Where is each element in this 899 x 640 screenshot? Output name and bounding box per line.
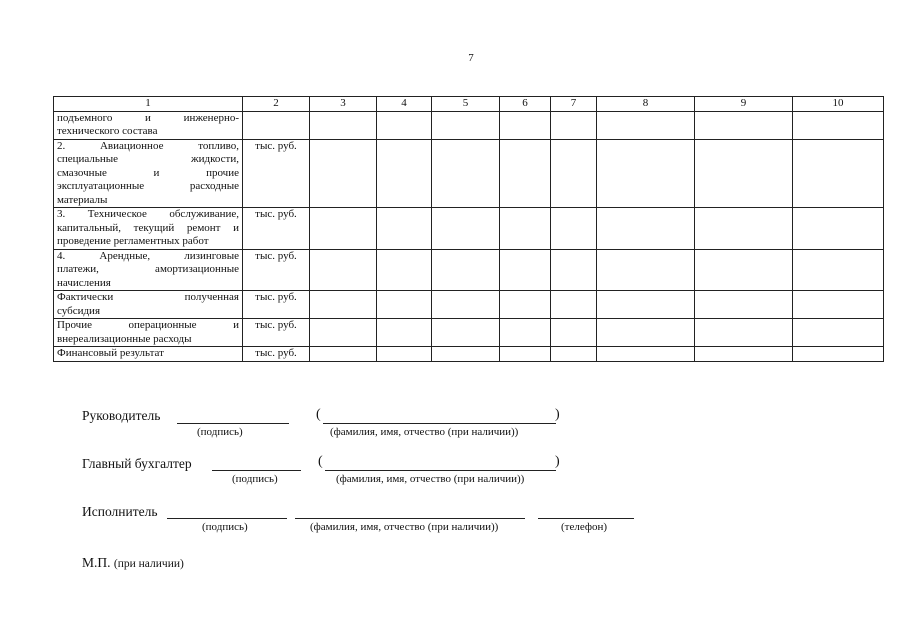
value-cell-col-10[interactable] xyxy=(793,111,884,139)
row-unit: тыс. руб. xyxy=(243,291,310,319)
value-cell-col-3[interactable] xyxy=(310,319,377,347)
row-description-line: материалы xyxy=(57,193,108,206)
value-cell-col-5[interactable] xyxy=(432,319,500,347)
value-cell-col-9[interactable] xyxy=(695,139,793,208)
value-cell-col-8[interactable] xyxy=(597,111,695,139)
value-cell-col-3[interactable] xyxy=(310,208,377,250)
chief-accountant-name-caption: (фамилия, имя, отчество (при наличии)) xyxy=(336,473,525,485)
head-open-paren: ( xyxy=(316,407,321,422)
value-cell-col-10[interactable] xyxy=(793,347,884,362)
row-unit xyxy=(243,111,310,139)
value-cell-col-8[interactable] xyxy=(597,347,695,362)
row-description xyxy=(54,319,243,347)
executor-name-line[interactable] xyxy=(295,518,525,519)
value-cell-col-4[interactable] xyxy=(377,249,432,291)
column-header-10: 10 xyxy=(793,97,884,112)
row-description-line: специальные жидкости, xyxy=(57,153,239,165)
value-cell-col-6[interactable] xyxy=(500,319,551,347)
column-header-3: 3 xyxy=(310,97,377,112)
table-row xyxy=(54,208,884,250)
row-description-line: 3. Техническое обслуживание, xyxy=(57,208,239,220)
table-row xyxy=(54,111,884,139)
column-header-7: 7 xyxy=(551,97,597,112)
chief-accountant-close-paren: ) xyxy=(555,454,560,469)
row-unit: тыс. руб. xyxy=(243,208,310,250)
value-cell-col-5[interactable] xyxy=(432,291,500,319)
row-description-line: технического состава xyxy=(57,125,158,137)
row-unit: тыс. руб. xyxy=(243,249,310,291)
column-header-9: 9 xyxy=(695,97,793,112)
stamp-note: (при наличии) xyxy=(113,558,184,570)
stamp-area xyxy=(82,555,184,571)
value-cell-col-10[interactable] xyxy=(793,291,884,319)
value-cell-col-9[interactable] xyxy=(695,208,793,250)
value-cell-col-6[interactable] xyxy=(500,139,551,208)
executor-signature-line[interactable] xyxy=(167,518,287,519)
table-row xyxy=(54,347,884,362)
head-signature-caption: (подпись) xyxy=(197,426,243,438)
value-cell-col-4[interactable] xyxy=(377,208,432,250)
row-description-line: Финансовый результат xyxy=(57,347,164,359)
chief-accountant-signature-line[interactable] xyxy=(212,470,301,471)
value-cell-col-9[interactable] xyxy=(695,319,793,347)
value-cell-col-3[interactable] xyxy=(310,249,377,291)
value-cell-col-8[interactable] xyxy=(597,291,695,319)
column-header-1: 1 xyxy=(54,97,243,112)
row-unit: тыс. руб. xyxy=(243,139,310,208)
value-cell-col-6[interactable] xyxy=(500,111,551,139)
value-cell-col-9[interactable] xyxy=(695,347,793,362)
value-cell-col-6[interactable] xyxy=(500,249,551,291)
executor-signature-caption: (подпись) xyxy=(202,521,248,533)
row-description-line: подъемного и инженерно- xyxy=(57,111,239,124)
executor-name-caption: (фамилия, имя, отчество (при наличии)) xyxy=(310,521,499,533)
value-cell-col-10[interactable] xyxy=(793,319,884,347)
value-cell-col-4[interactable] xyxy=(377,291,432,319)
value-cell-col-7[interactable] xyxy=(551,291,597,319)
executor-label: Исполнитель xyxy=(82,504,158,519)
value-cell-col-4[interactable] xyxy=(377,139,432,208)
value-cell-col-5[interactable] xyxy=(432,249,500,291)
row-description xyxy=(54,111,243,139)
value-cell-col-8[interactable] xyxy=(597,319,695,347)
table-row xyxy=(54,249,884,291)
row-description-line: эксплуатационные расходные xyxy=(57,180,239,192)
value-cell-col-4[interactable] xyxy=(377,111,432,139)
head-label: Руководитель xyxy=(82,408,161,423)
value-cell-col-8[interactable] xyxy=(597,249,695,291)
value-cell-col-7[interactable] xyxy=(551,208,597,250)
value-cell-col-3[interactable] xyxy=(310,111,377,139)
row-description xyxy=(54,249,243,291)
column-header-4: 4 xyxy=(377,97,432,112)
header-row xyxy=(54,97,884,112)
value-cell-col-5[interactable] xyxy=(432,111,500,139)
row-unit: тыс. руб. xyxy=(243,347,310,362)
value-cell-col-9[interactable] xyxy=(695,249,793,291)
value-cell-col-9[interactable] xyxy=(695,291,793,319)
table-body xyxy=(54,111,884,361)
value-cell-col-7[interactable] xyxy=(551,347,597,362)
value-cell-col-3[interactable] xyxy=(310,347,377,362)
value-cell-col-6[interactable] xyxy=(500,208,551,250)
value-cell-col-7[interactable] xyxy=(551,319,597,347)
executor-phone-caption: (телефон) xyxy=(561,521,608,533)
chief-accountant-open-paren: ( xyxy=(318,454,323,469)
value-cell-col-4[interactable] xyxy=(377,347,432,362)
chief-accountant-name-line[interactable] xyxy=(325,470,556,471)
value-cell-col-7[interactable] xyxy=(551,249,597,291)
column-header-5: 5 xyxy=(432,97,500,112)
page-number: 7 xyxy=(468,52,474,64)
table-row xyxy=(54,139,884,208)
row-description-line: внереализационные расходы xyxy=(57,332,192,345)
row-description-line: субсидия xyxy=(57,304,101,317)
row-description-line: капитальный, текущий ремонт и xyxy=(57,221,239,234)
value-cell-col-8[interactable] xyxy=(597,139,695,208)
row-description-line: 2. Авиационное топливо, xyxy=(57,139,239,152)
value-cell-col-7[interactable] xyxy=(551,111,597,139)
row-description xyxy=(54,347,243,362)
value-cell-col-10[interactable] xyxy=(793,208,884,250)
row-description-line: проведение регламентных работ xyxy=(57,235,209,247)
value-cell-col-5[interactable] xyxy=(432,139,500,208)
row-description xyxy=(54,291,243,319)
value-cell-col-6[interactable] xyxy=(500,291,551,319)
value-cell-col-3[interactable] xyxy=(310,291,377,319)
head-name-line[interactable] xyxy=(323,423,556,424)
report-table xyxy=(53,96,884,362)
head-name-caption: (фамилия, имя, отчество (при наличии)) xyxy=(330,426,519,438)
value-cell-col-5[interactable] xyxy=(432,208,500,250)
row-description-line: платежи, амортизационные xyxy=(57,263,239,275)
row-description xyxy=(54,139,243,208)
column-header-2: 2 xyxy=(243,97,310,112)
value-cell-col-3[interactable] xyxy=(310,139,377,208)
head-signature-line[interactable] xyxy=(177,423,289,424)
chief-accountant-signature-caption: (подпись) xyxy=(232,473,278,485)
value-cell-col-9[interactable] xyxy=(695,111,793,139)
head-close-paren: ) xyxy=(555,407,560,422)
table-row xyxy=(54,319,884,347)
row-description-line: 4. Арендные, лизинговые xyxy=(57,249,239,262)
column-header-8: 8 xyxy=(597,97,695,112)
value-cell-col-8[interactable] xyxy=(597,208,695,250)
chief-accountant-label: Главный бухгалтер xyxy=(82,456,192,471)
value-cell-col-7[interactable] xyxy=(551,139,597,208)
row-description-line: Фактически полученная xyxy=(57,291,239,303)
row-description-line: смазочные и прочие xyxy=(57,166,239,179)
value-cell-col-4[interactable] xyxy=(377,319,432,347)
value-cell-col-10[interactable] xyxy=(793,139,884,208)
row-unit: тыс. руб. xyxy=(243,319,310,347)
value-cell-col-6[interactable] xyxy=(500,347,551,362)
column-header-6: 6 xyxy=(500,97,551,112)
value-cell-col-10[interactable] xyxy=(793,249,884,291)
value-cell-col-5[interactable] xyxy=(432,347,500,362)
row-description-line: Прочие операционные и xyxy=(57,319,239,331)
row-description-line: начисления xyxy=(57,276,111,289)
stamp-label: М.П. xyxy=(82,555,111,570)
table-row xyxy=(54,291,884,319)
row-description xyxy=(54,208,243,250)
executor-phone-line[interactable] xyxy=(538,518,634,519)
